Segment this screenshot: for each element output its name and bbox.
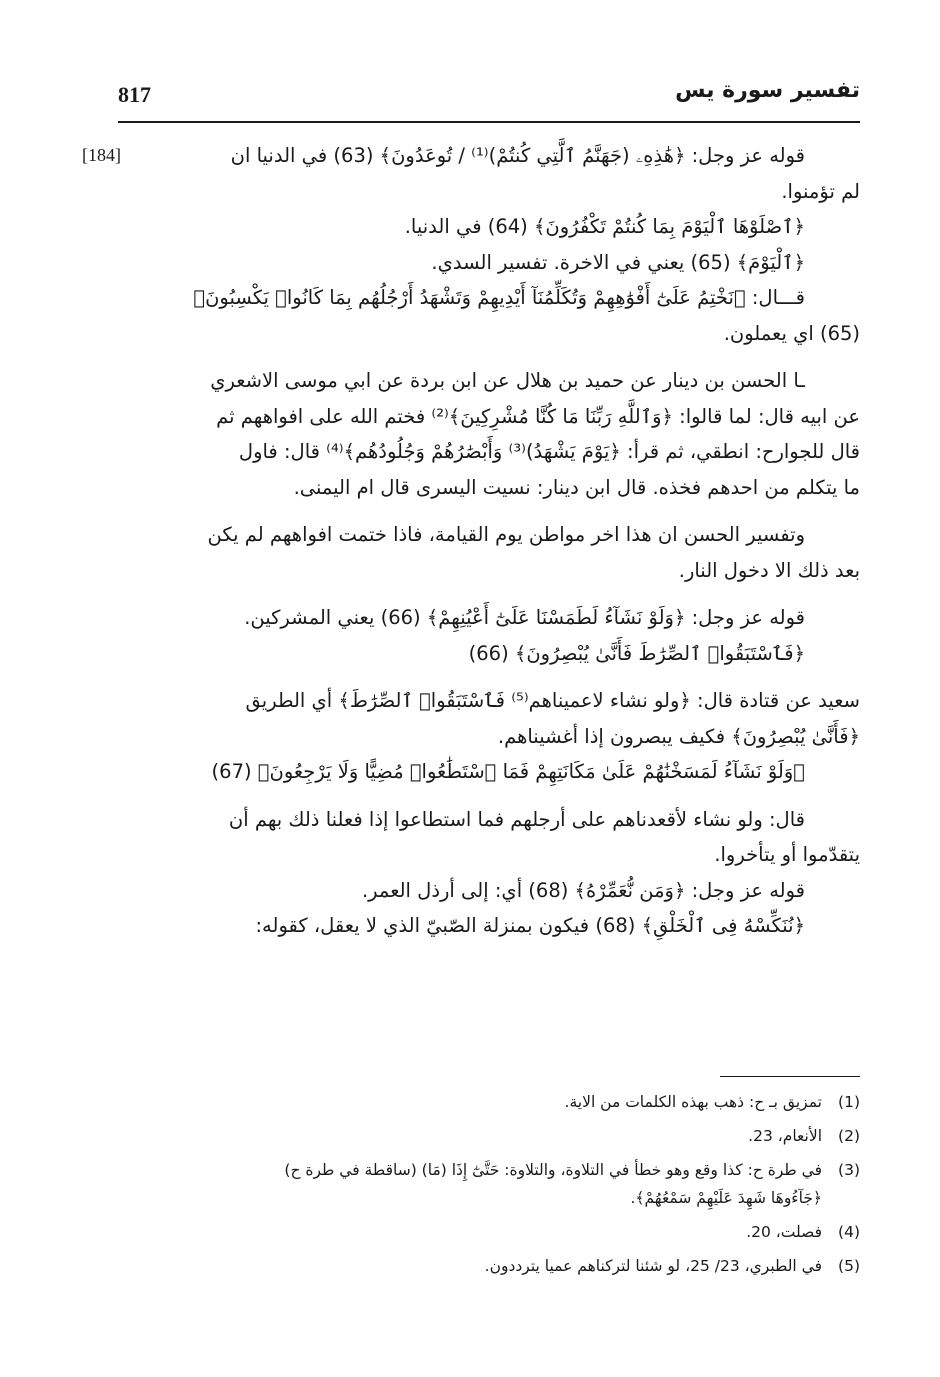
page-header — [118, 78, 860, 120]
footnote-number: (4) — [838, 1223, 860, 1241]
text-line-15: سعيد عن قتادة قال: ﴿ولو نشاء لاعميناهم⁽⁵⁾ فَٱسْتَبَقُوا۟ ٱلصِّرَٰطَ﴾ أي الطريق — [245, 689, 860, 712]
text-line-6: (65) اي يعملون. — [723, 321, 860, 345]
text-line-16: ﴿فَأَنَّىٰ يُبْصِرُونَ﴾ فكيف يبصرون إذا أغشيناهم. — [497, 724, 860, 748]
text-line-21: ﴿نُنَكِّسْهُ فِى ٱلْخَلْقِ﴾ (68) فيكون بمنزلة الصّبيّ الذي لا يعقل، كقوله: — [255, 914, 805, 937]
running-title: تفسير سورة يس — [675, 78, 860, 103]
footnotes — [145, 1088, 860, 1286]
text-line-13: قوله عز وجل: ﴿وَلَوْ نَشَآءُ لَطَمَسْنَا عَلَىٰٓ أَعْيُنِهِمْ﴾ (66) يعني المشركين. — [244, 606, 805, 629]
text-line-18: قال: ولو نشاء لأقعدناهم على أرجلهم فما استطاعوا إذا فعلنا ذلك بهم أن — [228, 807, 805, 831]
main-text — [82, 138, 860, 944]
footnote-number: (2) — [838, 1127, 860, 1145]
footnote-text: تمزيق بـ ح: ذهب بهذه الكلمات من الاية. — [564, 1093, 822, 1111]
footnote-text: في الطبري، 23/ 25، لو شئنا لتركناهم عميا يترددون. — [484, 1257, 822, 1275]
footnote-number: (1) — [838, 1093, 860, 1111]
text-line-14: ﴿فَٱسْتَبَقُوا۟ ٱلصِّرَٰطَ فَأَنَّىٰ يُبْصِرُونَ﴾ (66) — [468, 641, 805, 665]
text-line-20: قوله عز وجل: ﴿وَمَن نُّعَمِّرْهُ﴾ (68) أي: إلى أرذل العمر. — [361, 878, 805, 902]
footnote-text: الأنعام، 23. — [748, 1127, 822, 1145]
text-line-8: عن ابيه قال: لما قالوا: ﴿وَٱللَّهِ رَبِّنَا مَا كُنَّا مُشْرِكِينَ﴾⁽²⁾ فختم الله على افواههم ثم — [216, 404, 860, 428]
text-line-4: ﴿ٱلْيَوْمَ﴾ (65) يعني في الاخرة. تفسير السدي. — [431, 250, 805, 274]
page-number: 817 — [118, 82, 151, 107]
footnote — [145, 1218, 860, 1246]
text-line-12: بعد ذلك الا دخول النار. — [678, 558, 860, 582]
footnote-rule — [720, 1076, 860, 1077]
text-line-5: قـــال: ﴿نَخْتِمُ عَلَىٰٓ أَفْوَٰهِهِمْ وَتُكَلِّمُنَآ أَيْدِيهِمْ وَتَشْهَدُ أَرْجُلُهُم بِمَا كَانُوا۟ يَكْسِبُونَ﴾ — [193, 286, 805, 309]
footnote-number: (5) — [838, 1257, 860, 1275]
footnote — [145, 1252, 860, 1280]
text-line-19: يتقدّموا أو يتأخروا. — [714, 843, 860, 866]
text-line-2: لم تؤمنوا. — [781, 179, 860, 203]
footnote-text: في طرة ح: كذا وقع وهو خطأ في التلاوة، والتلاوة: حَتَّىٰٓ إِذَا (مَا) (ساقطة في طرة ح) — [284, 1161, 822, 1179]
footnote — [145, 1156, 860, 1212]
text-line-11: وتفسير الحسن ان هذا اخر مواطن يوم القيامة، فاذا ختمت افواههم لم يكن — [207, 523, 805, 546]
text-line-10: ما يتكلم من احدهم فخذه. قال ابن دينار: نسيت اليسرى قال ام اليمنى. — [293, 475, 860, 499]
footnote — [145, 1088, 860, 1116]
text-line-1: قوله عز وجل: ﴿هَٰذِهِۦ (جَهَنَّمُ ٱلَّتِي كُنتُمْ)⁽¹⁾ / تُوعَدُونَ﴾ (63) في الدنيا ان — [230, 144, 805, 167]
margin-marker: [184] — [82, 145, 121, 165]
footnote-text: ﴿جَآءُوهَا شَهِدَ عَلَيْهِمْ سَمْعُهُمْ﴾. — [630, 1189, 822, 1207]
text-line-17: ﴿وَلَوْ نَشَآءُ لَمَسَخْنَٰهُمْ عَلَىٰ مَكَانَتِهِمْ فَمَا ٱسْتَطَٰعُوا۟ مُضِيًّا وَلَا يَرْجِعُونَ﴾ (67) — [211, 760, 805, 783]
text-line-9: قال للجوارح: انطقي، ثم قرأ: ﴿يَوْمَ يَشْهَدُ)⁽³⁾ وَأَبْصَٰرُهُمْ وَجُلُودُهُم﴾⁽⁴⁾ قال: فاول — [238, 440, 860, 463]
text-line-7: ـا الحسن بن دينار عن حميد بن هلال عن ابن بردة عن ابي موسى الاشعري — [210, 369, 805, 392]
footnote-number: (3) — [838, 1161, 860, 1179]
footnote — [145, 1122, 860, 1150]
header-rule — [118, 121, 860, 123]
text-line-3: ﴿ٱصْلَوْهَا ٱلْيَوْمَ بِمَا كُنتُمْ تَكْفُرُونَ﴾ (64) في الدنيا. — [404, 215, 805, 238]
footnote-text: فصلت، 20. — [746, 1223, 822, 1241]
